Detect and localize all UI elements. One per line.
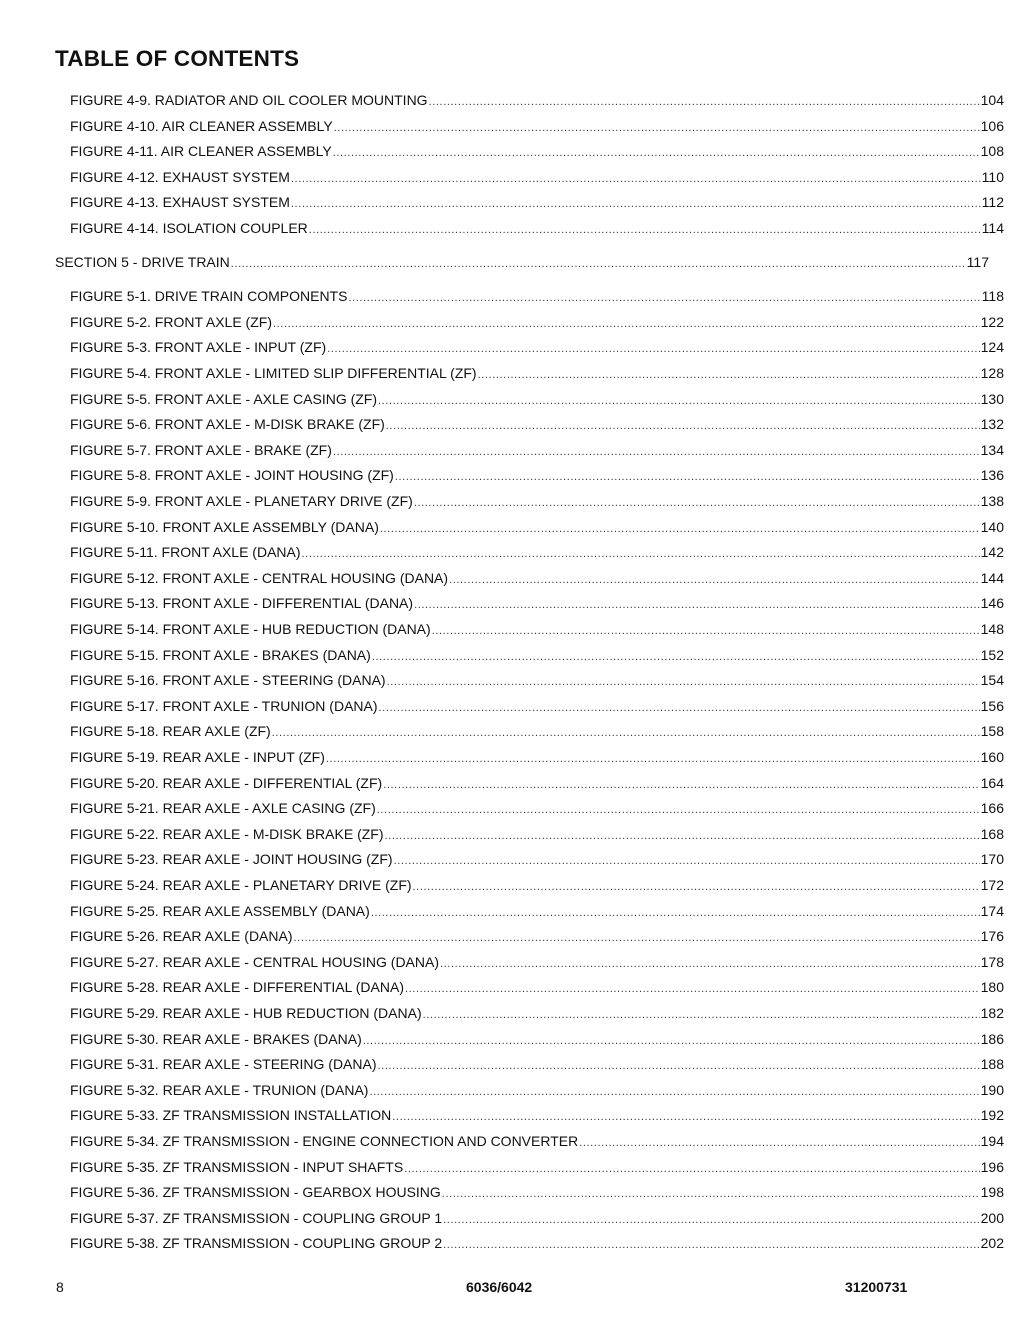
toc-entry-label: FIGURE 5-30. REAR AXLE - BRAKES (DANA) <box>70 1030 362 1047</box>
toc-entry-page: 170 <box>980 851 1004 868</box>
toc-figure-entry[interactable] <box>0 747 1004 767</box>
toc-entry-label: FIGURE 5-17. FRONT AXLE - TRUNION (DANA) <box>70 697 378 714</box>
toc-figure-entry[interactable] <box>0 389 1004 409</box>
toc-entry-label: FIGURE 4-13. EXHAUST SYSTEM <box>70 194 290 211</box>
toc-entry-label: FIGURE 5-25. REAR AXLE ASSEMBLY (DANA) <box>70 902 370 919</box>
toc-entry-page: 122 <box>980 313 1004 330</box>
toc-figure-entry[interactable] <box>0 849 1004 869</box>
toc-entry-label: FIGURE 4-10. AIR CLEANER ASSEMBLY <box>70 117 333 134</box>
toc-figure-entry[interactable] <box>0 593 1004 613</box>
dot-leader <box>378 1056 980 1076</box>
toc-entry-label: FIGURE 5-29. REAR AXLE - HUB REDUCTION (DANA) <box>70 1005 422 1021</box>
toc-entry-label: FIGURE 5-20. REAR AXLE - DIFFERENTIAL (ZF) <box>70 774 383 791</box>
toc-entry-page: 178 <box>980 953 1004 970</box>
toc-figure-entry[interactable] <box>0 542 1004 562</box>
toc-figure-entry[interactable] <box>0 773 1004 793</box>
toc-entry-page: 146 <box>980 595 1004 612</box>
dot-leader <box>326 749 980 769</box>
dot-leader <box>405 979 980 999</box>
toc-entry-label: FIGURE 5-18. REAR AXLE (ZF) <box>70 723 271 740</box>
toc-figure-entry[interactable] <box>0 977 1004 997</box>
toc-entry-page: 158 <box>980 723 1004 740</box>
toc-entry-label: FIGURE 5-24. REAR AXLE - PLANETARY DRIVE (ZF) <box>70 877 412 893</box>
dot-leader <box>380 519 980 539</box>
toc-entry-page: 156 <box>980 697 1004 714</box>
toc-entry-label: FIGURE 5-15. FRONT AXLE - BRAKES (DANA) <box>70 646 371 663</box>
dot-leader <box>579 1133 979 1153</box>
toc-entry-page: 202 <box>980 1235 1004 1252</box>
toc-figure-entry[interactable] <box>0 670 1004 690</box>
dot-leader <box>231 254 966 274</box>
dot-leader <box>372 647 980 667</box>
toc-entry-label: FIGURE 5-12. FRONT AXLE - CENTRAL HOUSING (DANA) <box>70 569 449 586</box>
toc-figure-entry[interactable] <box>0 721 1004 741</box>
dot-leader <box>302 544 980 564</box>
footer-doc-number: 31200731 <box>845 1279 908 1295</box>
dot-leader <box>294 928 980 948</box>
toc-entry-label: FIGURE 5-19. REAR AXLE - INPUT (ZF) <box>70 749 325 765</box>
toc-entry-page: 112 <box>981 194 1004 211</box>
toc-figure-entry[interactable] <box>0 1054 1004 1074</box>
dot-leader <box>333 143 980 163</box>
toc-entry-page: 114 <box>981 220 1004 236</box>
toc-figure-entry[interactable] <box>0 645 1004 665</box>
toc-figure-entry[interactable] <box>0 696 1004 716</box>
footer-page-number: 8 <box>56 1279 64 1295</box>
toc-figure-entry[interactable] <box>0 1131 1004 1151</box>
toc-entry-label: FIGURE 5-33. ZF TRANSMISSION INSTALLATION <box>70 1107 392 1124</box>
dot-leader <box>429 92 980 112</box>
toc-figure-entry[interactable] <box>0 440 1004 460</box>
toc-figure-entry[interactable] <box>0 414 1004 434</box>
toc-entry-label: FIGURE 5-3. FRONT AXLE - INPUT (ZF) <box>70 339 327 356</box>
toc-entry-label: FIGURE 5-34. ZF TRANSMISSION - ENGINE CONNECTION AND CONVERTER <box>70 1133 579 1149</box>
dot-leader <box>395 467 980 487</box>
dot-leader <box>377 800 980 820</box>
toc-entry-label: FIGURE 5-23. REAR AXLE - JOINT HOUSING (ZF) <box>70 851 393 868</box>
footer-model: 6036/6042 <box>466 1279 533 1295</box>
toc-entry-label: FIGURE 5-11. FRONT AXLE (DANA) <box>70 544 301 561</box>
dot-leader <box>387 672 980 692</box>
toc-entry-page: 198 <box>980 1184 1004 1201</box>
toc-entry-label: FIGURE 5-6. FRONT AXLE - M-DISK BRAKE (ZF) <box>70 416 385 433</box>
toc-figure-entry[interactable] <box>0 1233 1004 1253</box>
toc-figure-entry[interactable] <box>0 1003 1004 1023</box>
toc-section-entry[interactable] <box>0 252 989 272</box>
toc-figure-entry[interactable] <box>0 901 1004 921</box>
toc-figure-entry[interactable] <box>0 1029 1004 1049</box>
dot-leader <box>369 1082 979 1102</box>
dot-leader <box>413 877 980 897</box>
toc-entry-page: 190 <box>980 1081 1004 1098</box>
dot-leader <box>392 1107 979 1127</box>
toc-entry-page: 160 <box>980 749 1004 765</box>
toc-entry-label: FIGURE 5-5. FRONT AXLE - AXLE CASING (ZF) <box>70 390 378 407</box>
toc-entry-label: FIGURE 5-1. DRIVE TRAIN COMPONENTS <box>70 288 348 305</box>
dot-leader <box>449 570 980 590</box>
toc-entry-label: FIGURE 5-38. ZF TRANSMISSION - COUPLING GROUP 2 <box>70 1235 443 1252</box>
toc-figure-entry[interactable] <box>0 952 1004 972</box>
toc-entry-label: FIGURE 5-36. ZF TRANSMISSION - GEARBOX HOUSING <box>70 1184 441 1201</box>
toc-entry-label: FIGURE 5-10. FRONT AXLE ASSEMBLY (DANA) <box>70 518 379 535</box>
dot-leader <box>371 903 980 923</box>
toc-figure-entry[interactable] <box>0 363 1004 383</box>
dot-leader <box>442 1184 980 1204</box>
toc-entry-page: 172 <box>980 877 1004 893</box>
dot-leader <box>327 339 979 359</box>
toc-entry-label: FIGURE 4-9. RADIATOR AND OIL COOLER MOUNTING <box>70 92 428 108</box>
toc-entry-label: FIGURE 5-26. REAR AXLE (DANA) <box>70 928 293 945</box>
dot-leader <box>309 220 981 240</box>
dot-leader <box>273 314 980 334</box>
toc-entry-label: FIGURE 5-2. FRONT AXLE (ZF) <box>70 313 272 330</box>
toc-entry-label: FIGURE 5-27. REAR AXLE - CENTRAL HOUSING (DANA) <box>70 953 439 970</box>
toc-figure-entry[interactable] <box>0 568 1004 588</box>
dot-leader <box>478 365 980 385</box>
toc-entry-label: FIGURE 5-8. FRONT AXLE - JOINT HOUSING (ZF) <box>70 467 394 484</box>
toc-entry-page: 174 <box>980 902 1004 919</box>
toc-entry-page: 152 <box>980 646 1004 663</box>
toc-entry-label: FIGURE 5-35. ZF TRANSMISSION - INPUT SHAFTS <box>70 1158 404 1175</box>
toc-entry-page: 200 <box>980 1209 1004 1226</box>
toc-entry-label: FIGURE 5-9. FRONT AXLE - PLANETARY DRIVE (ZF) <box>70 493 413 509</box>
toc-entry-page: 124 <box>980 339 1004 356</box>
toc-figure-entry[interactable] <box>0 491 1004 511</box>
toc-entry-page: 192 <box>980 1107 1004 1124</box>
toc-entry-page: 196 <box>980 1158 1004 1175</box>
toc-figure-entry[interactable] <box>0 824 1004 844</box>
dot-leader <box>440 954 980 974</box>
toc-entry-page: 144 <box>980 569 1004 586</box>
toc-entry-label: FIGURE 5-31. REAR AXLE - STEERING (DANA) <box>70 1056 377 1073</box>
toc-entry-label: FIGURE 5-37. ZF TRANSMISSION - COUPLING GROUP 1 <box>70 1209 443 1226</box>
toc-entry-page: 128 <box>980 365 1004 381</box>
dot-leader <box>404 1159 979 1179</box>
toc-entry-page: 117 <box>966 254 989 271</box>
dot-leader <box>334 118 980 138</box>
dot-leader <box>348 288 980 308</box>
toc-entry-page: 182 <box>980 1005 1004 1021</box>
toc-entry-label: FIGURE 5-4. FRONT AXLE - LIMITED SLIP DIFFERENTIAL (ZF) <box>70 365 477 381</box>
toc-entry-page: 104 <box>980 92 1004 108</box>
dot-leader <box>291 169 981 189</box>
toc-figure-entry[interactable] <box>0 465 1004 485</box>
toc-entry-page: 176 <box>980 928 1004 945</box>
toc-entry-page: 154 <box>980 672 1004 689</box>
dot-leader <box>272 723 980 743</box>
toc-entry-page: 148 <box>980 621 1004 637</box>
toc-entry-page: 138 <box>980 493 1004 509</box>
toc-entry-page: 106 <box>980 117 1004 134</box>
toc-figure-entry[interactable] <box>0 218 1004 238</box>
toc-entry-label: FIGURE 5-28. REAR AXLE - DIFFERENTIAL (DANA) <box>70 979 404 996</box>
toc-figure-entry[interactable] <box>0 798 1004 818</box>
dot-leader <box>333 442 980 462</box>
dot-leader <box>432 621 980 641</box>
toc-entry-page: 140 <box>980 518 1004 535</box>
toc-entry-page: 134 <box>980 441 1004 458</box>
toc-entry-label: FIGURE 5-32. REAR AXLE - TRUNION (DANA) <box>70 1081 369 1098</box>
toc-figure-entry[interactable] <box>0 1105 1004 1125</box>
dot-leader <box>291 194 981 214</box>
toc-figure-entry[interactable] <box>0 926 1004 946</box>
toc-figure-entry[interactable] <box>0 619 1004 639</box>
toc-entry-page: 168 <box>980 825 1004 842</box>
toc-entry-label: FIGURE 5-22. REAR AXLE - M-DISK BRAKE (ZF) <box>70 825 384 842</box>
toc-figure-entry[interactable] <box>0 337 1004 357</box>
toc-figure-entry[interactable] <box>0 517 1004 537</box>
toc-entry-page: 180 <box>980 979 1004 996</box>
toc-entry-page: 110 <box>981 168 1004 185</box>
toc-entry-label: FIGURE 5-21. REAR AXLE - AXLE CASING (ZF) <box>70 800 376 817</box>
page-title: TABLE OF CONTENTS <box>55 46 300 71</box>
toc-figure-entry[interactable] <box>0 167 1004 187</box>
dot-leader <box>443 1235 980 1255</box>
toc-figure-entry[interactable] <box>0 1182 1004 1202</box>
toc-entry-label: FIGURE 5-14. FRONT AXLE - HUB REDUCTION (DANA) <box>70 621 431 637</box>
dot-leader <box>414 595 980 615</box>
toc-entry-page: 132 <box>980 416 1004 433</box>
dot-leader <box>414 493 980 513</box>
toc-entry-page: 108 <box>980 143 1004 160</box>
dot-leader <box>394 851 980 871</box>
toc-figure-entry[interactable] <box>0 116 1004 136</box>
toc-figure-entry[interactable] <box>0 90 1004 110</box>
toc-entry-label: FIGURE 4-11. AIR CLEANER ASSEMBLY <box>70 143 332 160</box>
dot-leader <box>443 1210 980 1230</box>
dot-leader <box>363 1031 980 1051</box>
toc-figure-entry[interactable] <box>0 312 1004 332</box>
toc-figure-entry[interactable] <box>0 1157 1004 1177</box>
dot-leader <box>378 391 980 411</box>
toc-entry-label: SECTION 5 - DRIVE TRAIN <box>55 254 230 271</box>
toc-entry-page: 142 <box>980 544 1004 561</box>
toc-entry-label: FIGURE 4-12. EXHAUST SYSTEM <box>70 168 290 185</box>
toc-entry-page: 166 <box>980 800 1004 817</box>
dot-leader <box>423 1005 980 1025</box>
toc-entry-page: 118 <box>981 288 1004 305</box>
dot-leader <box>383 775 979 795</box>
toc-entry-page: 188 <box>980 1056 1004 1073</box>
toc-entry-page: 194 <box>980 1133 1004 1149</box>
toc-entry-page: 136 <box>980 467 1004 484</box>
toc-figure-entry[interactable] <box>0 1080 1004 1100</box>
toc-figure-entry[interactable] <box>0 286 1004 306</box>
dot-leader <box>386 416 980 436</box>
dot-leader <box>385 826 980 846</box>
toc-figure-entry[interactable] <box>0 192 1004 212</box>
toc-entry-label: FIGURE 5-7. FRONT AXLE - BRAKE (ZF) <box>70 441 332 458</box>
toc-entry-label: FIGURE 5-13. FRONT AXLE - DIFFERENTIAL (DANA) <box>70 595 414 612</box>
toc-entry-page: 186 <box>980 1030 1004 1047</box>
toc-figure-entry[interactable] <box>0 875 1004 895</box>
dot-leader <box>379 698 980 718</box>
toc-entry-page: 130 <box>980 390 1004 407</box>
toc-figure-entry[interactable] <box>0 141 1004 161</box>
toc-entry-label: FIGURE 4-14. ISOLATION COUPLER <box>70 220 308 236</box>
toc-figure-entry[interactable] <box>0 1208 1004 1228</box>
toc-entry-label: FIGURE 5-16. FRONT AXLE - STEERING (DANA) <box>70 672 386 689</box>
toc-entry-page: 164 <box>980 774 1004 791</box>
